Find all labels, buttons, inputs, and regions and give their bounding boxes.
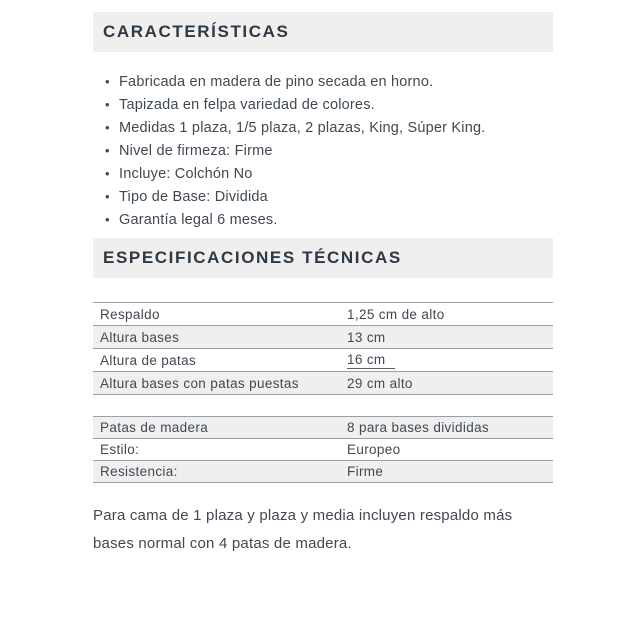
row-label: Altura bases con patas puestas [100, 375, 299, 391]
row-value: Firme [347, 464, 384, 479]
bullet-item [93, 93, 553, 116]
bullet-text: Nivel de firmeza: Firme [119, 142, 273, 159]
row-label: Estilo: [100, 442, 140, 457]
bullet-marker: • [105, 143, 110, 158]
section-header-especificaciones [93, 238, 553, 278]
table-row [93, 371, 553, 394]
bullet-text: Tapizada en felpa variedad de colores. [119, 96, 375, 113]
bullet-marker: • [105, 166, 110, 181]
row-value [347, 352, 553, 369]
row-value: Europeo [347, 442, 401, 457]
bullet-marker: • [105, 74, 110, 89]
section-title-especificaciones: ESPECIFICACIONES TÉCNICAS [103, 248, 402, 267]
characteristics-bullet-list [93, 70, 553, 231]
table-row [93, 302, 553, 325]
bullet-text: Fabricada en madera de pino secada en horno. [119, 73, 434, 90]
row-label: Respaldo [100, 306, 160, 322]
bullet-item [93, 208, 553, 231]
row-value: 8 para bases divididas [347, 420, 490, 435]
bullet-text: Tipo de Base: Dividida [119, 188, 268, 205]
row-value: 1,25 cm de alto [347, 306, 445, 322]
bullet-item [93, 162, 553, 185]
table-row [93, 416, 553, 438]
footer-note: Para cama de 1 plaza y plaza y media incluyen respaldo más bases normal con 4 patas de madera. [93, 507, 513, 552]
underlined-value: 16 cm [347, 352, 395, 369]
content-column [93, 12, 553, 558]
bullet-item [93, 185, 553, 208]
bullet-marker: • [105, 212, 110, 227]
table-row [93, 438, 553, 460]
table-row [93, 348, 553, 371]
spec-table-secondary [93, 416, 553, 483]
row-value: 29 cm alto [347, 375, 413, 391]
bullet-marker: • [105, 120, 110, 135]
spec-table-primary [93, 302, 553, 395]
row-value: 13 cm [347, 329, 386, 345]
table-row [93, 325, 553, 348]
bullet-item [93, 70, 553, 93]
bullet-text: Garantía legal 6 meses. [119, 211, 278, 228]
bullet-text: Medidas 1 plaza, 1/5 plaza, 2 plazas, King, Súper King. [119, 119, 486, 136]
section-title-caracteristicas: CARACTERÍSTICAS [103, 22, 290, 41]
section-header-caracteristicas [93, 12, 553, 52]
bullet-text: Incluye: Colchón No [119, 165, 253, 182]
row-label: Patas de madera [100, 420, 209, 435]
row-label: Altura bases [100, 329, 180, 345]
bullet-marker: • [105, 189, 110, 204]
row-label: Altura de patas [100, 352, 197, 368]
table-row [93, 460, 553, 482]
row-label: Resistencia: [100, 464, 178, 479]
bullet-item [93, 116, 553, 139]
bullet-item [93, 139, 553, 162]
bullet-marker: • [105, 97, 110, 112]
